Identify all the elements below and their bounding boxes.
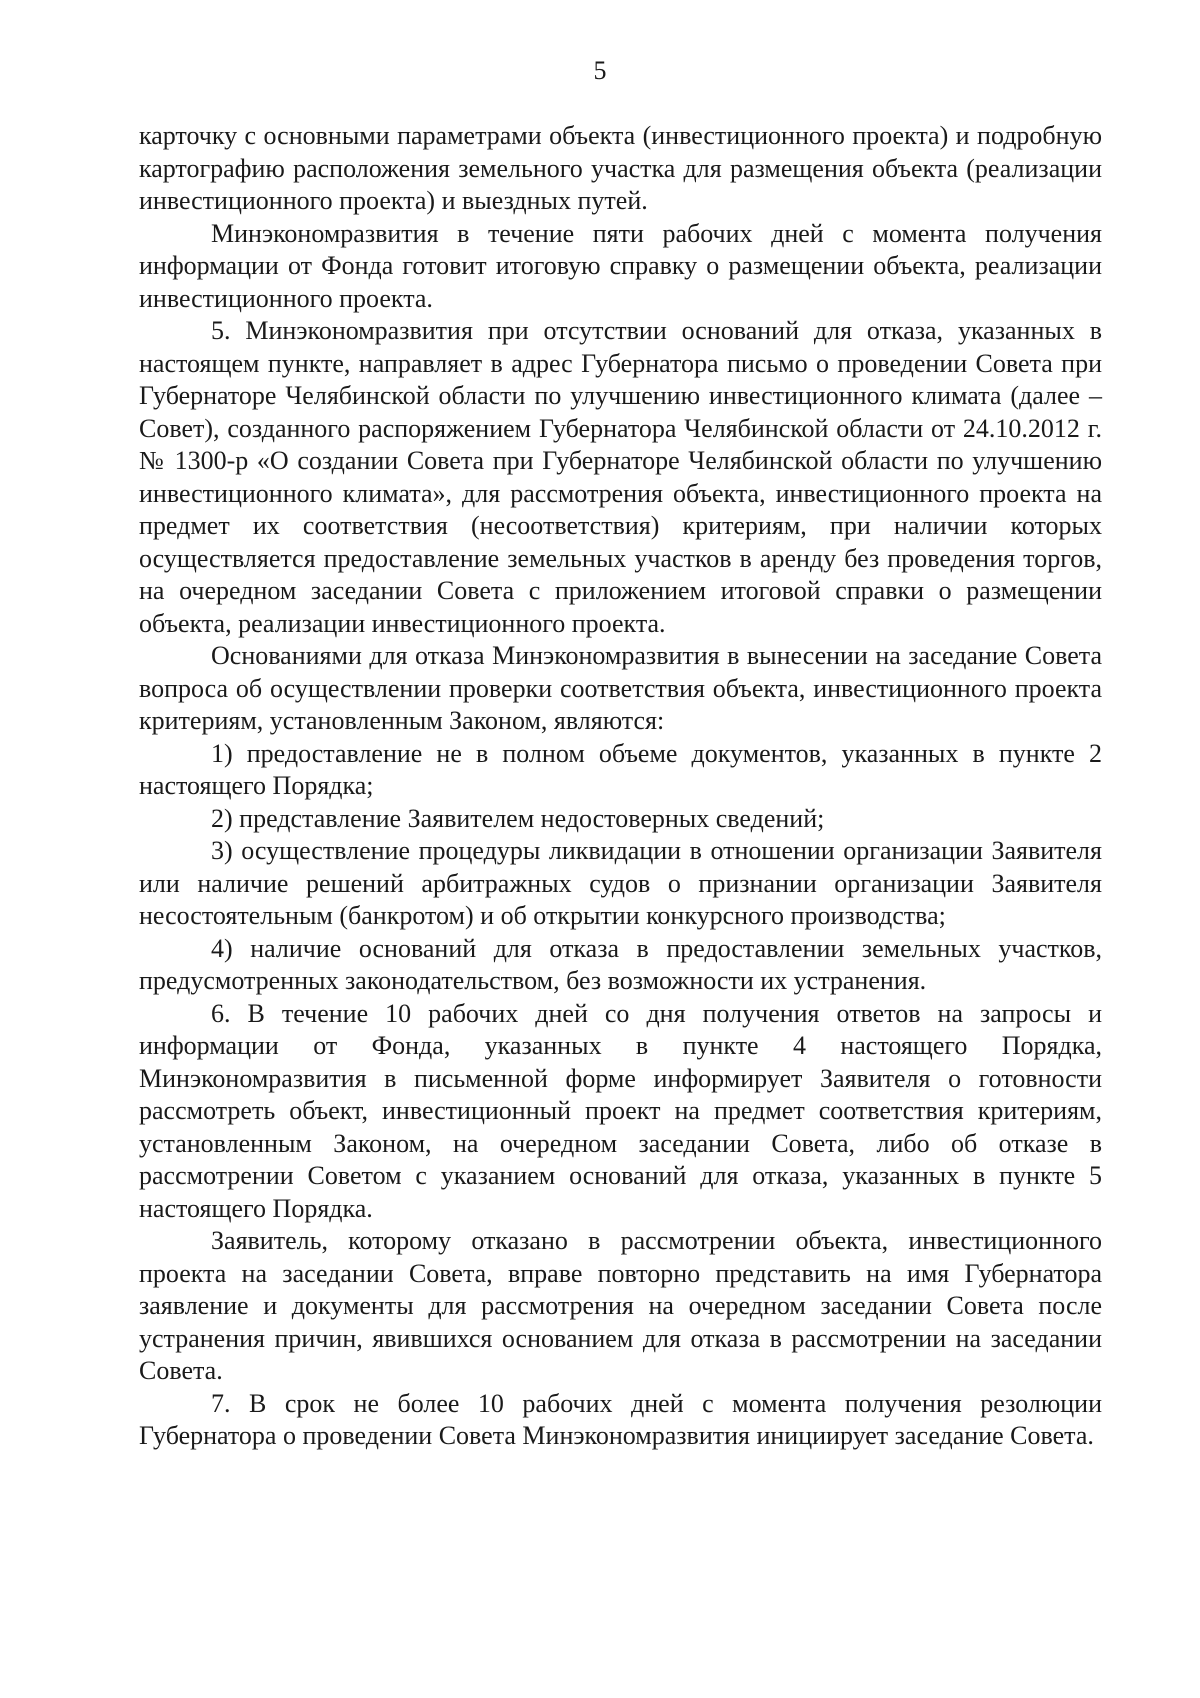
paragraph-clause-5: 5. Минэкономразвития при отсутствии оснований для отказа, указанных в настоящем пункте, направляет в адрес Губернатора письмо о проведении Совета при Губернаторе Челябинской области по улучшению инвестиционного климата (далее – Совет), созданного распоряжением Губернатора Челябинской области от 24.10.2012 г. № 1300-р «О создании Совета при Губернаторе Челябинской области по улучшению инвестиционного климата», для рассмотрения объекта, инвестиционного проекта на предмет их соответствия (несоответствия) критериям, при наличии которых осуществляется предоставление земельных участков в аренду без проведения торгов, на очередном заседании Совета с приложением итоговой справки о размещении объекта, реализации инвестиционного проекта. [139, 316, 1102, 638]
paragraph-clause-7: 7. В срок не более 10 рабочих дней с момента получения резолюции Губернатора о проведении Совета Минэкономразвития инициирует заседание Совета. [139, 1388, 1102, 1450]
list-item: 4) наличие оснований для отказа в предоставлении земельных участков, предусмотренных законодательством, без возможности их устранения. [139, 933, 1102, 995]
list-item: 1) предоставление не в полном объеме документов, указанных в пункте 2 настоящего Порядка; [139, 738, 1102, 800]
paragraph-clause-6: 6. В течение 10 рабочих дней со дня получения ответов на запросы и информации от Фонда, указанных в пункте 4 настоящего Порядка, Минэкономразвития в письменной форме информирует Заявителя о готовности рассмотреть объект, инвестиционный проект на предмет соответствия критериям, установленным Законом, на очередном заседании Совета, либо об отказе в рассмотрении Советом с указанием оснований для отказа, указанных в пункте 5 настоящего Порядка. [139, 998, 1102, 1223]
paragraph: Минэкономразвития в течение пяти рабочих дней с момента получения информации от Фонда готовит итоговую справку о размещении объекта, реализации инвестиционного проекта. [139, 218, 1102, 313]
paragraph-continuation: карточку с основными параметрами объекта (инвестиционного проекта) и подробную картографию расположения земельного участка для размещения объекта (реализации инвестиционного проекта) и выездных путей. [139, 121, 1102, 215]
paragraph: Заявитель, которому отказано в рассмотрении объекта, инвестиционного проекта на заседании Совета, вправе повторно представить на имя Губернатора заявление и документы для рассмотрения на очередном заседании Совета после устранения причин, явившихся основанием для отказа в рассмотрении на заседании Совета. [139, 1226, 1102, 1385]
list-item: 2) представление Заявителем недостоверных сведений; [211, 803, 825, 833]
list-item: 3) осуществление процедуры ликвидации в отношении организации Заявителя или наличие решений арбитражных судов о признании организации Заявителя несостоятельным (банкротом) и об открытии конкурсного производства; [139, 836, 1102, 930]
document-body [139, 120, 1102, 1453]
page-number: 5 [593, 56, 607, 85]
paragraph: Основаниями для отказа Минэкономразвития в вынесении на заседание Совета вопроса об осуществлении проверки соответствия объекта, инвестиционного проекта критериям, установленным Законом, являются: [139, 641, 1102, 735]
